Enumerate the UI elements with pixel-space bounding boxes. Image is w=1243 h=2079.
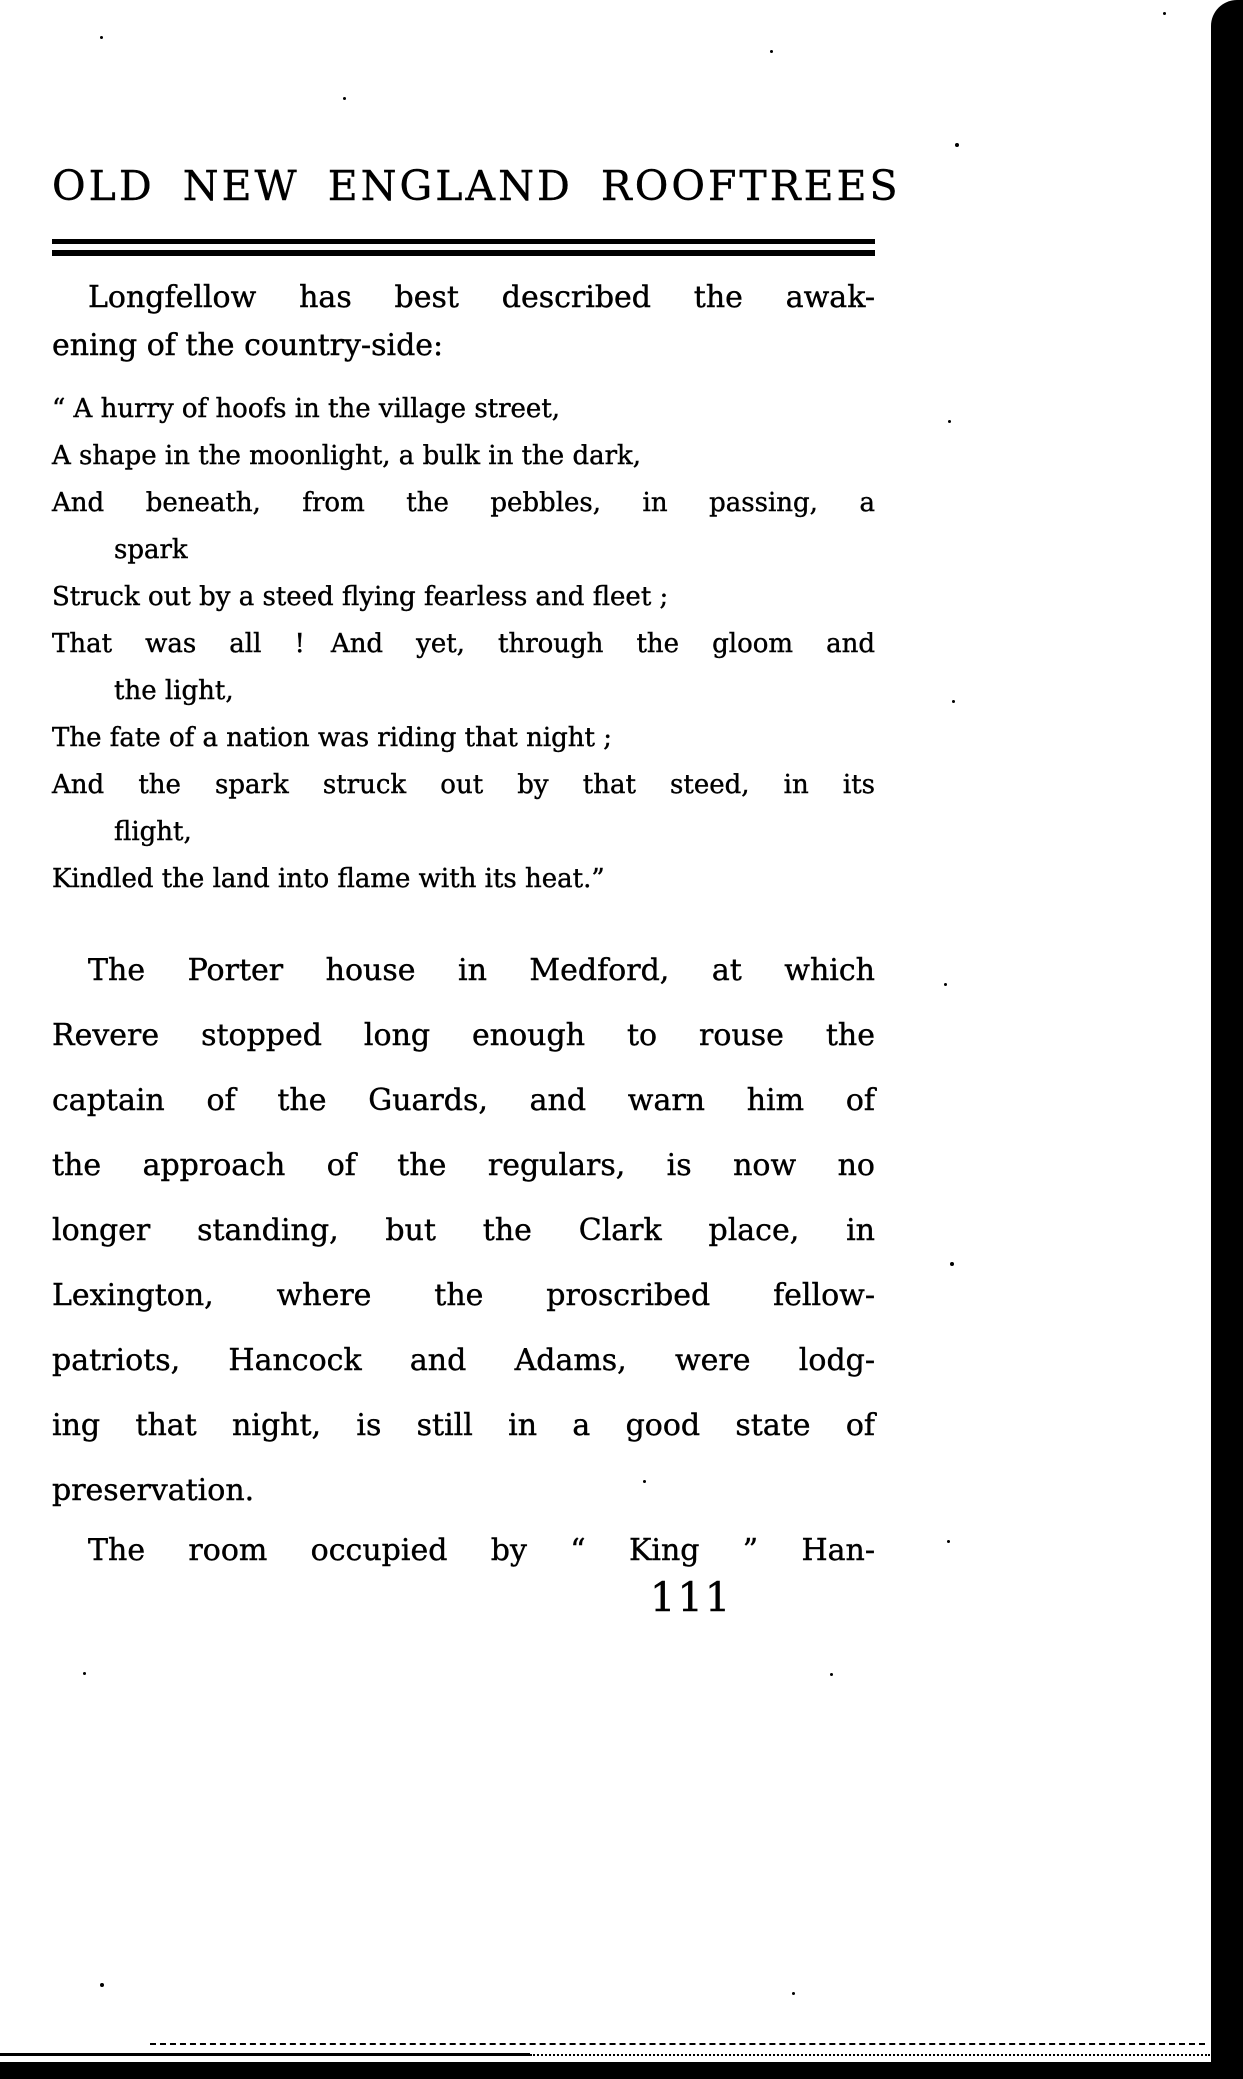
gutter-shadow-bar [1211, 0, 1243, 2079]
scan-speck [950, 1262, 954, 1266]
poem-line: That was all ! And yet, through the gloom and [52, 629, 875, 659]
running-head: OLD NEW ENGLAND ROOFTREES [52, 162, 901, 210]
scan-speck [948, 420, 951, 423]
scan-speck [1163, 12, 1166, 15]
page-number: 111 [650, 1575, 733, 1621]
scan-speck [955, 143, 959, 147]
poem-line: “ A hurry of hoofs in the village street, [52, 394, 561, 424]
scan-speck [952, 700, 955, 703]
poem-line: Struck out by a steed flying fearless and fleet ; [52, 582, 669, 612]
poem-line: And the spark struck out by that steed, in its [52, 770, 875, 800]
text-line: ing that night, is still in a good state of [52, 1408, 875, 1443]
poem-quotation [52, 386, 875, 903]
scan-speck [100, 1983, 104, 1987]
text-line: captain of the Guards, and warn him of [52, 1083, 875, 1118]
main-paragraph [52, 938, 875, 1523]
text-line: longer standing, but the Clark place, in [52, 1213, 875, 1248]
scan-speck [792, 1992, 795, 1995]
scan-artifact-band [0, 2062, 1243, 2079]
text-line: Lexington, where the proscribed fellow- [52, 1278, 875, 1313]
text-line: Longfellow has best described the awak- [88, 280, 875, 315]
scan-speck [643, 1480, 646, 1483]
double-rule-divider [52, 239, 875, 256]
poem-line: the light, [114, 676, 234, 706]
poem-line: flight, [114, 817, 192, 847]
scan-speck [830, 1673, 833, 1676]
closing-paragraph [52, 1518, 875, 1583]
intro-paragraph [52, 274, 875, 370]
poem-line: A shape in the moonlight, a bulk in the dark, [52, 441, 642, 471]
scan-artifact-line [150, 2043, 1205, 2045]
text-line: Revere stopped long enough to rouse the [52, 1018, 875, 1053]
scan-speck [947, 1540, 950, 1543]
scan-artifact-line [0, 2053, 530, 2056]
scan-speck [944, 983, 947, 986]
poem-line: And beneath, from the pebbles, in passing, a [52, 488, 875, 518]
text-line: the approach of the regulars, is now no [52, 1148, 875, 1183]
scan-speck [343, 97, 346, 100]
text-line: preservation. [52, 1473, 255, 1508]
poem-line: Kindled the land into flame with its heat.” [52, 864, 605, 894]
text-line: The room occupied by “ King ” Han- [88, 1533, 875, 1568]
poem-line: The fate of a nation was riding that night ; [52, 723, 612, 753]
scan-speck [83, 1672, 86, 1675]
text-line: patriots, Hancock and Adams, were lodg- [52, 1343, 875, 1378]
poem-line: spark [114, 535, 188, 565]
page-number-row [52, 1575, 875, 1621]
text-line: ening of the country-side: [52, 328, 444, 363]
scan-speck [100, 36, 103, 39]
scan-artifact-line [530, 2054, 1210, 2056]
text-line: The Porter house in Medford, at which [88, 953, 875, 988]
scan-speck [770, 50, 773, 53]
